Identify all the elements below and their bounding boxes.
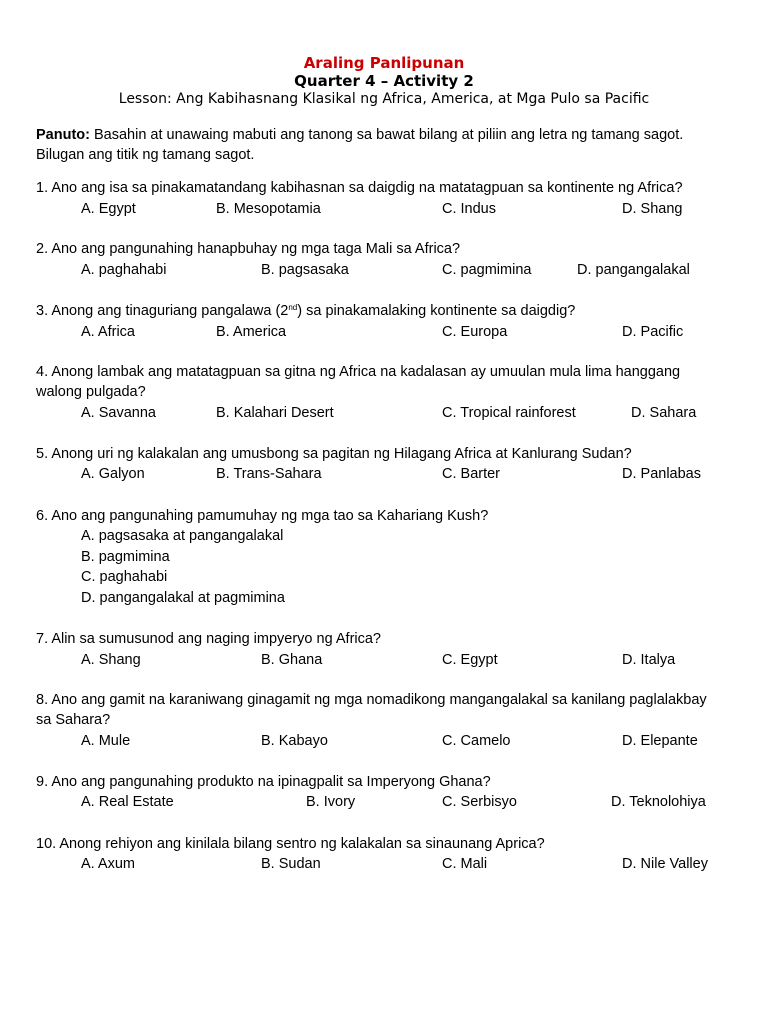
question-6: 6. Ano ang pangunahing pamumuhay ng mga tao sa Kahariang Kush? xyxy=(36,508,489,524)
q3-option-c[interactable]: C. Europa xyxy=(442,324,508,340)
question-3 xyxy=(36,301,726,321)
q8-option-b[interactable]: B. Kabayo xyxy=(261,733,328,749)
q3-text-start: 3. Anong ang tinaguriang pangalawa (2 xyxy=(36,303,289,319)
q3-option-d[interactable]: D. Pacific xyxy=(622,324,684,340)
question-7: 7. Alin sa sumusunod ang naging impyeryo ng Africa? xyxy=(36,631,381,647)
instructions-line-2: Bilugan ang titik ng tamang sagot. xyxy=(36,147,255,163)
activity-title: Quarter 4 – Activity 2 xyxy=(294,72,474,90)
q9-option-d[interactable]: D. Teknolohiya xyxy=(611,794,706,810)
q5-option-c[interactable]: C. Barter xyxy=(442,466,501,482)
q4-option-a[interactable]: A. Savanna xyxy=(81,405,156,421)
q8-option-d[interactable]: D. Elepante xyxy=(622,733,698,749)
q4-option-c[interactable]: C. Tropical rainforest xyxy=(442,405,576,421)
q3-option-b[interactable]: B. America xyxy=(216,324,287,340)
q8-option-a[interactable]: A. Mule xyxy=(81,733,131,749)
q4-option-b[interactable]: B. Kalahari Desert xyxy=(216,405,334,421)
question-10: 10. Anong rehiyon ang kinilala bilang sentro ng kalakalan sa sinaunang Aprica? xyxy=(36,836,545,852)
q4-option-d[interactable]: D. Sahara xyxy=(631,405,697,421)
question-5: 5. Anong uri ng kalakalan ang umusbong sa pagitan ng Hilagang Africa at Kanlurang Sudan? xyxy=(36,446,632,462)
q9-option-b[interactable]: B. Ivory xyxy=(306,794,356,810)
q7-option-a[interactable]: A. Shang xyxy=(81,652,141,668)
q10-option-d[interactable]: D. Nile Valley xyxy=(622,856,708,872)
subject-title: Araling Panlipunan xyxy=(303,54,465,72)
q5-option-d[interactable]: D. Panlabas xyxy=(622,466,701,482)
q1-option-d[interactable]: D. Shang xyxy=(622,201,683,217)
q9-option-a[interactable]: A. Real Estate xyxy=(81,794,174,810)
question-4: 4. Anong lambak ang matatagpuan sa gitna ng Africa na kadalasan ay umuulan mula lima hanggang walong pulgada? xyxy=(36,364,681,400)
q1-option-a[interactable]: A. Egypt xyxy=(81,201,136,217)
q3-option-a[interactable]: A. Africa xyxy=(81,324,135,340)
q10-option-b[interactable]: B. Sudan xyxy=(261,856,321,872)
q10-option-a[interactable]: A. Axum xyxy=(81,856,135,872)
instructions xyxy=(36,125,726,165)
question-2: 2. Ano ang pangunahing hanapbuhay ng mga taga Mali sa Africa? xyxy=(36,241,461,257)
q7-option-b[interactable]: B. Ghana xyxy=(261,652,323,668)
instructions-label: Panuto: xyxy=(36,127,90,143)
q7-option-d[interactable]: D. Italya xyxy=(622,652,676,668)
q2-option-c[interactable]: C. pagmimina xyxy=(442,262,532,278)
q2-option-a[interactable]: A. paghahabi xyxy=(81,262,167,278)
q9-option-c[interactable]: C. Serbisyo xyxy=(442,794,517,810)
q2-option-b[interactable]: B. pagsasaka xyxy=(261,262,349,278)
question-9: 9. Ano ang pangunahing produkto na ipinagpalit sa Imperyong Ghana? xyxy=(36,774,491,790)
question-8: 8. Ano ang gamit na karaniwang ginagamit ng mga nomadikong mangangalakal sa kanilang paglalakbay sa Sahara? xyxy=(36,692,707,728)
q2-option-d[interactable]: D. pangangalakal xyxy=(577,262,690,278)
q6-option-b[interactable]: B. pagmimina xyxy=(81,549,170,565)
q1-option-b[interactable]: B. Mesopotamia xyxy=(216,201,321,217)
q3-text-end: ) sa pinakamalaking kontinente sa daigdig? xyxy=(297,303,576,319)
q6-option-d[interactable]: D. pangangalakal at pagmimina xyxy=(81,590,285,606)
q5-option-a[interactable]: A. Galyon xyxy=(81,466,145,482)
q6-option-c[interactable]: C. paghahabi xyxy=(81,569,168,585)
question-1: 1. Ano ang isa sa pinakamatandang kabihasnan sa daigdig na matatagpuan sa kontinente ng Africa? xyxy=(36,180,683,196)
q10-option-c[interactable]: C. Mali xyxy=(442,856,488,872)
lesson-title: Lesson: Ang Kabihasnang Klasikal ng Africa, America, at Mga Pulo sa Pacific xyxy=(118,91,650,107)
q5-option-b[interactable]: B. Trans-Sahara xyxy=(216,466,322,482)
q1-option-c[interactable]: C. Indus xyxy=(442,201,496,217)
instructions-line-1: Basahin at unawaing mabuti ang tanong sa bawat bilang at piliin ang letra ng tamang sagot. xyxy=(89,127,684,143)
q7-option-c[interactable]: C. Egypt xyxy=(442,652,498,668)
q8-option-c[interactable]: C. Camelo xyxy=(442,733,511,749)
q3-superscript: nd xyxy=(288,303,298,312)
q6-option-a[interactable]: A. pagsasaka at pangangalakal xyxy=(81,528,284,544)
